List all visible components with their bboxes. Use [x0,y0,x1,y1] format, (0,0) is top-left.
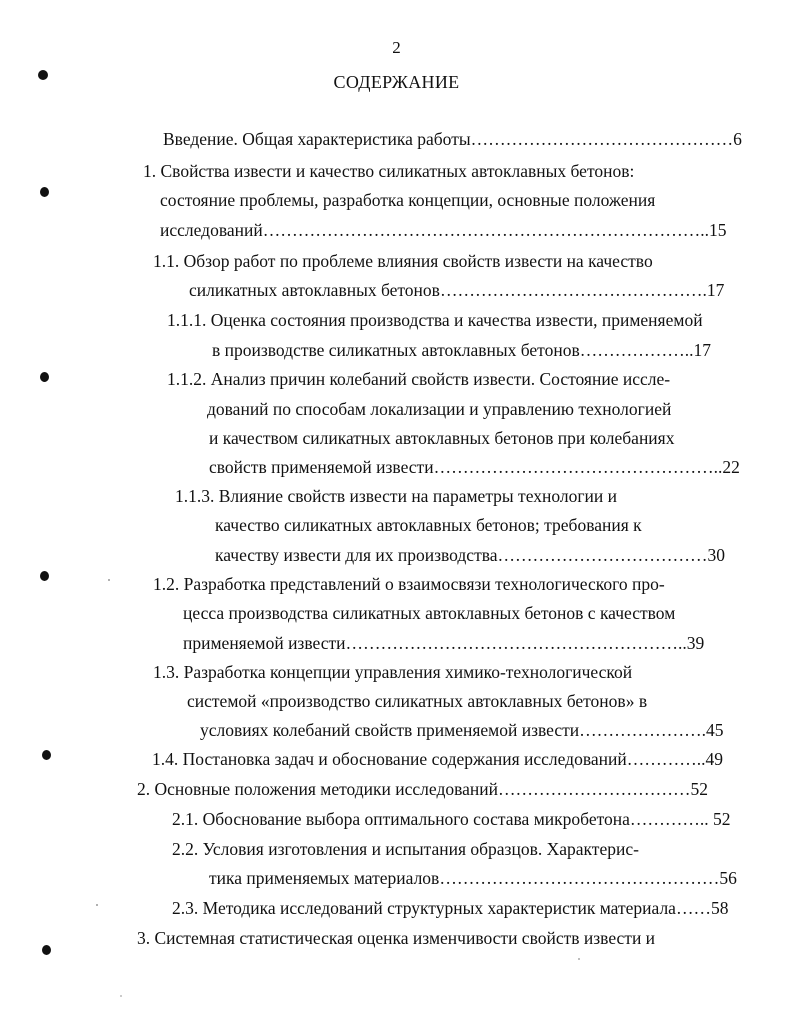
binding-hole-mark [40,571,49,581]
toc-line: 1.1.1. Оценка состояния производства и качества извести, применяемой [167,310,703,330]
toc-line: 1.4. Постановка задач и обоснование содержания исследований…………..49 [152,749,723,769]
toc-line: качество силикатных автоклавных бетонов; требования к [215,515,642,535]
binding-hole-mark [40,372,49,382]
toc-line: состояние проблемы, разработка концепции, основные положения [160,190,656,210]
toc-line: качеству извести для их производства………………………………30 [215,545,726,565]
toc-line: применяемой извести…………………………………………………..39 [183,633,705,653]
toc-line: 1.1. Обзор работ по проблеме влияния свойств извести на качество [153,251,653,271]
toc-line: 1.1.3. Влияние свойств извести на параметры технологии и [175,486,618,506]
toc-line: системой «производство силикатных автоклавных бетонов» в [187,691,648,711]
scan-speck [120,995,122,997]
toc-line: силикатных автоклавных бетонов……………………………………….17 [189,280,725,300]
toc-line: 1.1.2. Анализ причин колебаний свойств извести. Состояние иссле- [167,369,671,389]
toc-line: и качеством силикатных автоклавных бетонов при колебаниях [209,428,675,448]
scan-speck [578,958,580,960]
toc-line: условиях колебаний свойств применяемой извести………………….45 [200,720,724,740]
toc-line: Введение. Общая характеристика работы………………………………………6 [163,129,742,149]
toc-line: 2.3. Методика исследований структурных характеристик материала……58 [172,898,729,918]
toc-line: тика применяемых материалов…………………………………………56 [209,868,737,888]
binding-hole-mark [40,187,49,197]
toc-line: 1.2. Разработка представлений о взаимосвязи технологического про- [153,574,665,594]
page-number: 2 [392,38,401,57]
toc-line: 2.1. Обоснование выбора оптимального состава микробетона………….. 52 [172,809,731,829]
binding-hole-mark [42,750,51,760]
toc-line: дований по способам локализации и управлению технологией [207,399,672,419]
binding-hole-mark [42,945,51,955]
toc-line: 2.2. Условия изготовления и испытания образцов. Характерис- [172,839,639,859]
page-title: СОДЕРЖАНИЕ [333,72,460,92]
toc-line: 2. Основные положения методики исследований……………………………52 [137,779,708,799]
scan-speck [108,579,110,581]
toc-line: 3. Системная статистическая оценка изменчивости свойств извести и [137,928,656,948]
binding-hole-mark [38,70,48,80]
scan-speck [96,904,98,906]
toc-line: 1.3. Разработка концепции управления химико-технологической [153,662,633,682]
toc-line: цесса производства силикатных автоклавных бетонов с качеством [183,603,676,623]
toc-line: свойств применяемой извести…………………………………………..22 [209,457,740,477]
toc-line: исследований…………………………………………………………………..15 [160,220,727,240]
toc-line: 1. Свойства извести и качество силикатных автоклавных бетонов: [143,161,635,181]
toc-line: в производстве силикатных автоклавных бетонов………………..17 [212,340,711,360]
